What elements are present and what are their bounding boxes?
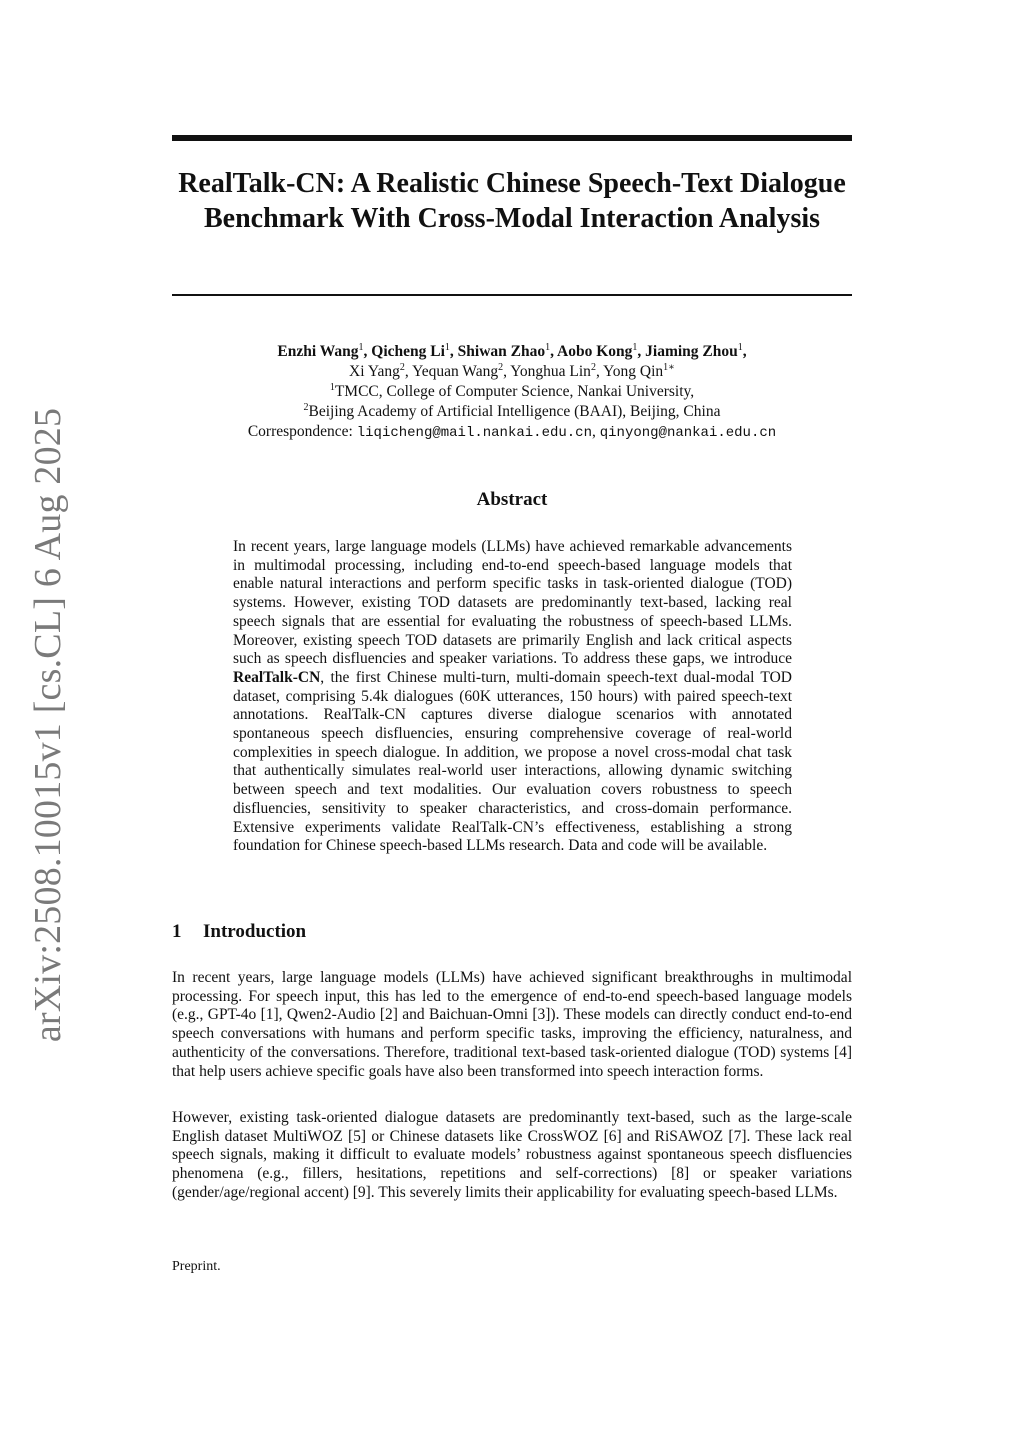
author-name: Xi Yang (349, 363, 400, 380)
abstract-text-part-2: , the first Chinese multi-turn, multi-domain speech-text dual-modal TOD dataset, comprising 5.4k dialogues (60K utterances, 150 hours) with paired speech-text annotations. RealTalk-CN captures diverse dialogue scenarios with annotated spontaneous speech disfluencies, ensuring comprehensive coverage of real-world complexities in speech dialogue. In addition, we propose a novel cross-modal chat task that authentically simulates real-world user interactions, allowing dynamic switching between speech and text modalities. Our evaluation covers robustness to speech disfluencies, sensitivity to speaker characteristics, and cross-domain performance. Extensive experiments validate RealTalk-CN’s effectiveness, establishing a strong foundation for Chinese speech-based LLMs research. Data and code will be available. (233, 668, 792, 855)
author-block (172, 342, 852, 443)
author-name: Enzhi Wang (277, 343, 359, 360)
abstract-text-part-1: In recent years, large language models (LLMs) have achieved remarkable advancements in multimodal processing, including end-to-end speech-based language models that enable natural interactions and perform specific tasks in task-oriented dialogue (TOD) systems. However, existing TOD datasets are predominantly text-based, lacking real speech signals that are essential for evaluating the robustness of speech-based LLMs. Moreover, existing speech TOD datasets are primarily English and lack critical aspects such as speech disfluencies and speaker variations. To address these gaps, we introduce (233, 538, 792, 668)
abstract-heading: Abstract (476, 489, 548, 510)
affiliation-mark: 2 (590, 361, 596, 373)
section-number: 1 (172, 921, 182, 942)
correspondence-label: Correspondence: (247, 423, 353, 440)
arxiv-identifier: arXiv:2508.10015v1 [cs.CL] 6 Aug 2025 (27, 407, 69, 1043)
email-link-1[interactable]: liqicheng@mail.nankai.edu.cn (356, 425, 592, 441)
correspondence-line: Correspondence: liqicheng@mail.nankai.edu.cn, qinyong@nankai.edu.cn (247, 423, 777, 441)
paper-title: RealTalk-CN: A Realistic Chinese Speech-Text Dialogue Benchmark With Cross-Modal Interaction Analysis (178, 168, 846, 234)
affiliation-mark: 1∗ (663, 361, 675, 373)
section-title: Introduction (203, 921, 307, 942)
authors-line-1: Enzhi Wang$^1$, Qicheng Li$^1$, Shiwan Zhao$^1$, Aobo Kong$^1$, Jiaming Zhou$^1$, (277, 341, 747, 360)
author-name: Aobo Kong (557, 343, 633, 360)
author-name: Shiwan Zhao (457, 343, 546, 360)
affiliation-2-text: Beijing Academy of Artificial Intelligence (BAAI), Beijing, China (308, 403, 721, 420)
affiliation-mark: 2 (303, 401, 309, 413)
affiliation-2 (172, 402, 852, 422)
section-heading-introduction (172, 921, 306, 943)
abstract-text (233, 538, 792, 856)
affiliation-1 (172, 382, 852, 402)
title-top-rule (172, 135, 852, 141)
dataset-name-bold: RealTalk-CN (233, 668, 321, 686)
intro-paragraph-2: However, existing task-oriented dialogue datasets are predominantly text-based, such as the large-scale English dataset MultiWOZ [5] or Chinese datasets like CrossWOZ [6] and RiSAWOZ [7]. These lack real speech signals, making it difficult to evaluate models’ robustness against spontaneous speech disfluencies phenomena (e.g., fillers, hesitations, repetitions and self-corrections) [8] or speaker variations (gender/age/regional accent) [9]. This severely limits their applicability for evaluating speech-based LLMs. (172, 1109, 852, 1201)
title-bottom-rule (172, 294, 852, 296)
affiliation-mark: 1 (329, 381, 335, 393)
author-name: Yequan Wang (412, 363, 499, 380)
affiliation-mark: 1 (444, 341, 450, 353)
intro-paragraph-1: In recent years, large language models (LLMs) have achieved significant breakthroughs in multimodal processing. For speech input, this has led to the emergence of end-to-end speech-based language models (e.g., GPT-4o [1], Qwen2-Audio [2] and Baichuan-Omni [3]). These models can directly conduct end-to-end speech conversations with humans and perform specific tasks, improving the efficiency, naturalness, and authenticity of the conversations. Therefore, traditional text-based task-oriented dialogue (TOD) systems [4] that help users achieve specific goals have also been transformed into speech interaction forms. (172, 969, 852, 1080)
author-name: Qicheng Li (371, 343, 445, 360)
affiliation-mark: 1 (358, 341, 364, 353)
email-link-2[interactable]: qinyong@nankai.edu.cn (599, 425, 777, 441)
footer-note: Preprint. (172, 1259, 221, 1274)
affiliation-mark: 2 (399, 361, 405, 373)
affiliation-mark: 1 (545, 341, 551, 353)
affiliation-mark: 1 (737, 341, 743, 353)
author-name: Yonghua Lin (510, 363, 591, 380)
author-name: Jiaming Zhou (645, 343, 738, 360)
affiliation-1-text: TMCC, College of Computer Science, Nankai University, (334, 383, 695, 400)
affiliation-mark: 2 (498, 361, 504, 373)
arxiv-sidebar-stamp (22, 407, 74, 1043)
affiliation-mark: 1 (632, 341, 638, 353)
author-name: Yong Qin (603, 363, 664, 380)
authors-line-2: Xi Yang$^2$, Yequan Wang$^2$, Yonghua Lin$^2$, Yong Qin$^{1∗}$ (349, 361, 675, 380)
